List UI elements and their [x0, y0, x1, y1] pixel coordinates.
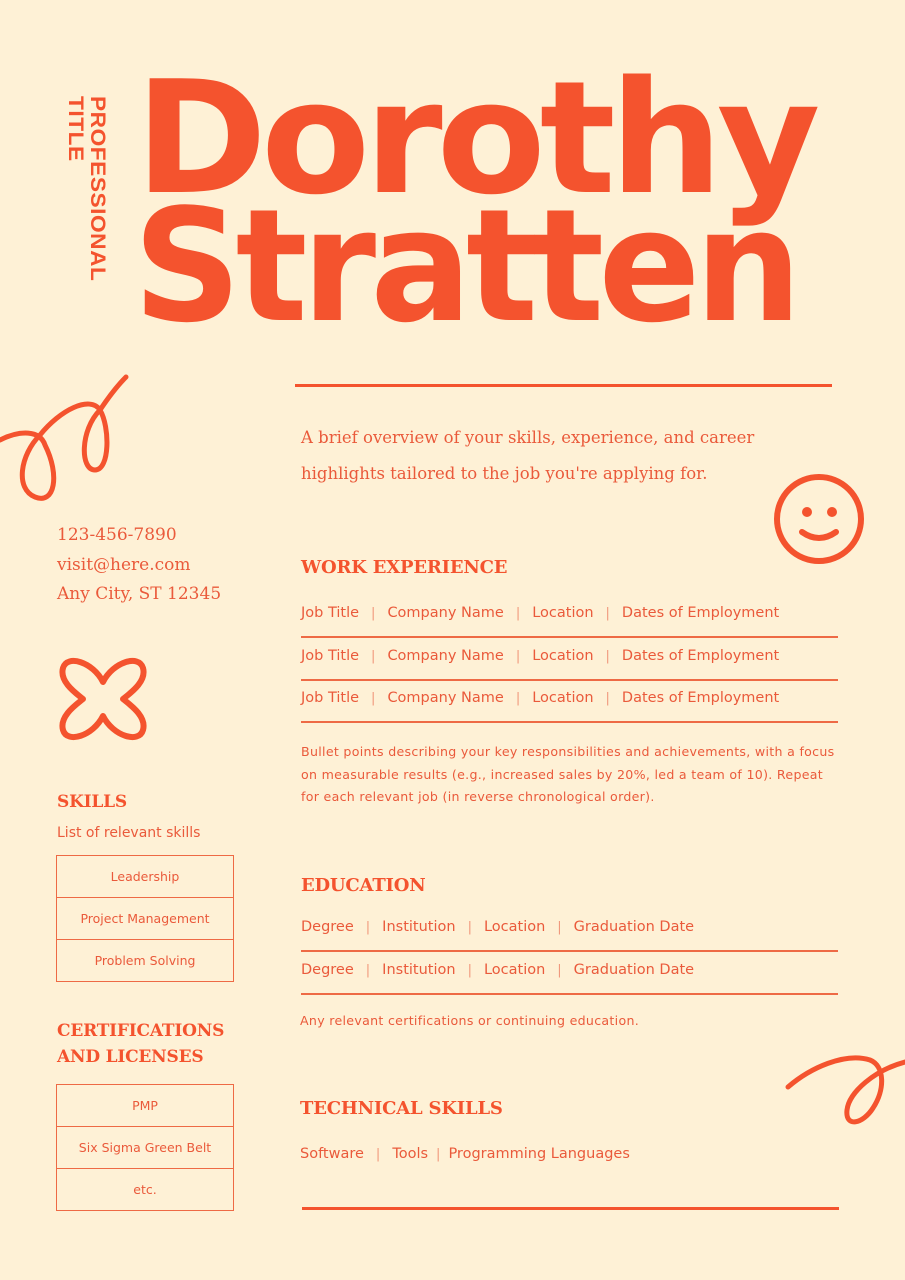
squiggle-loop-icon [0, 365, 135, 505]
employment-dates: Dates of Employment [621, 690, 780, 706]
professional-title [58, 96, 108, 326]
certifications-title-line1: CERTIFICATIONS [57, 1021, 225, 1041]
certifications-list [56, 1084, 234, 1211]
technical-skills-row: Software | Tools | Programming Languages [300, 1146, 630, 1162]
job-location: Location [532, 605, 594, 621]
degree: Degree [301, 919, 354, 935]
row-divider [301, 993, 838, 995]
four-petal-shape-icon [55, 652, 151, 746]
job-location: Location [532, 690, 594, 706]
employment-dates: Dates of Employment [621, 648, 780, 664]
certification-item: Six Sigma Green Belt [57, 1127, 233, 1169]
skills-subtitle: List of relevant skills [57, 825, 201, 841]
company-name: Company Name [387, 648, 504, 664]
last-name: Stratten [133, 175, 797, 357]
work-experience-title: WORK EXPERIENCE [301, 557, 508, 578]
job-title: Job Title [301, 648, 360, 664]
skill-item: Leadership [57, 856, 233, 898]
skills-title: SKILLS [57, 792, 127, 812]
header-divider [295, 384, 832, 387]
education-title: EDUCATION [301, 875, 426, 896]
job-location: Location [532, 648, 594, 664]
institution: Institution [382, 919, 456, 935]
footer-divider [302, 1207, 839, 1210]
education-location: Location [483, 962, 546, 978]
squiggle-loop-icon [785, 1050, 905, 1130]
skill-item: Project Management [57, 898, 233, 940]
smiley-face-icon [772, 472, 866, 566]
technical-skill-item: Tools [392, 1146, 429, 1162]
work-row: Job Title | Company Name | Location | Dates of Employment [301, 648, 780, 664]
certification-item: etc. [133, 1182, 157, 1197]
certifications-title [57, 1018, 224, 1070]
summary-text: A brief overview of your skills, experience, and career highlights tailored to the job you're applying for. [301, 428, 755, 483]
row-divider [301, 721, 838, 723]
employment-dates: Dates of Employment [621, 605, 780, 621]
company-name: Company Name [387, 690, 504, 706]
certifications-title-line2: AND LICENSES [57, 1047, 204, 1067]
degree: Degree [301, 962, 354, 978]
contact-email[interactable]: visit@here.com [57, 554, 191, 575]
company-name: Company Name [387, 605, 504, 621]
technical-skills-title: TECHNICAL SKILLS [300, 1098, 503, 1119]
contact-address: Any City, ST 12345 [57, 584, 222, 604]
work-row: Job Title | Company Name | Location | Dates of Employment [301, 690, 780, 706]
education-note: Any relevant certifications or continuing education. [300, 1013, 640, 1028]
skills-list [56, 855, 234, 982]
certification-item: PMP [57, 1085, 233, 1127]
contact-info [57, 521, 221, 610]
work-description: Bullet points describing your key responsibilities and achievements, with a focus on measurable results (e.g., increased sales by 20%, led a team of 10). Repeat for each relevant job (in reverse chronological order). [301, 744, 835, 804]
row-divider [301, 679, 838, 681]
education-row: Degree | Institution | Location | Graduation Date [301, 919, 695, 935]
education-row: Degree | Institution | Location | Graduation Date [301, 962, 695, 978]
graduation-date: Graduation Date [573, 962, 695, 978]
graduation-date: Graduation Date [573, 919, 695, 935]
job-title: Job Title [301, 690, 360, 706]
job-title: Job Title [301, 605, 360, 621]
technical-skill-item: Software [300, 1146, 364, 1162]
first-name: Dorothy [135, 47, 815, 229]
professional-title-line2: TITLE [64, 96, 87, 162]
row-divider [301, 950, 838, 952]
skill-item: Problem Solving [94, 953, 196, 968]
work-row: Job Title | Company Name | Location | Dates of Employment [301, 605, 780, 621]
contact-phone[interactable]: 123-456-7890 [57, 525, 177, 545]
institution: Institution [382, 962, 456, 978]
row-divider [301, 636, 838, 638]
technical-skill-item: Programming Languages [448, 1146, 630, 1162]
education-location: Location [483, 919, 546, 935]
professional-title-line1: PROFESSIONAL [86, 96, 109, 282]
